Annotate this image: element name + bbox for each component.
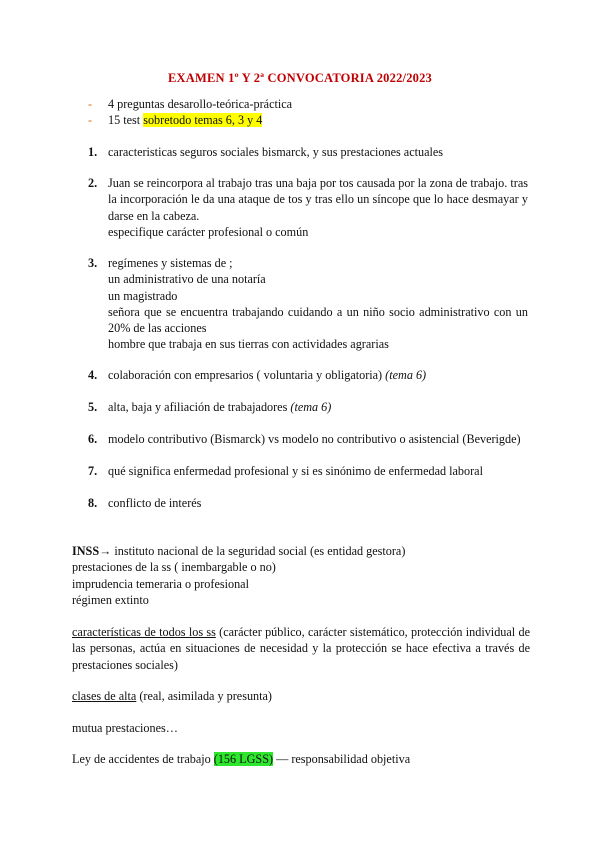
topic-reference: (tema 6) xyxy=(290,400,332,414)
question-number: 1. xyxy=(88,145,98,159)
question-1 xyxy=(88,144,528,160)
question-number: 6. xyxy=(88,432,98,446)
question-6 xyxy=(88,431,528,447)
question-text: qué significa enfermedad profesional y si es sinónimo de enfermedad laboral xyxy=(108,464,483,478)
bullet-dash: - xyxy=(88,97,93,111)
question-number: 5. xyxy=(88,400,98,414)
question-8 xyxy=(88,495,528,511)
bullet-item xyxy=(88,96,528,112)
question-subtext: hombre que trabaja en sus tierras con actividades agrarias xyxy=(108,337,389,352)
notes-block-2 xyxy=(72,624,530,673)
question-3 xyxy=(88,255,528,353)
note-text: — responsabilidad objetiva xyxy=(273,752,411,766)
bullet-item xyxy=(88,112,528,128)
question-text: regímenes y sistemas de ; xyxy=(108,256,233,270)
question-subtext: un administrativo de una notaría xyxy=(108,272,266,287)
topic-reference: (tema 6) xyxy=(385,368,427,382)
note-text: (carácter público, carácter sistemático, protección individual de las personas, actúa en situaciones de necesidad y la protección se hace efectiva a través de prestaciones sociales) xyxy=(72,625,530,672)
note-text: (real, asimilada y presunta) xyxy=(136,689,272,703)
highlighted-topics: sobretodo temas 6, 3 y 4 xyxy=(143,113,263,127)
note-text: instituto nacional de la seguridad social (es entidad gestora) xyxy=(111,544,406,558)
notes-block-1 xyxy=(72,543,530,608)
characteristics-label: características de todos los ss xyxy=(72,625,216,639)
question-subtext: señora que se encuentra trabajando cuidando a un niño socio administrativo con un 20% de las acciones xyxy=(108,304,528,336)
question-text: alta, baja y afiliación de trabajadores xyxy=(108,400,291,414)
exam-title: EXAMEN 1º Y 2ª CONVOCATORIA 2022/2023 xyxy=(168,71,432,85)
notes-block-4 xyxy=(72,720,530,736)
question-7 xyxy=(88,463,528,479)
bullet-dash: - xyxy=(88,113,93,127)
question-text: caracteristicas seguros sociales bismarck, y sus prestaciones actuales xyxy=(108,145,444,159)
question-2 xyxy=(88,175,528,240)
question-number: 4. xyxy=(88,368,98,382)
bullet-text: 4 preguntas desarollo-teórica-práctica xyxy=(108,97,293,111)
arrow-icon: → xyxy=(99,544,112,558)
exam-format-list xyxy=(88,96,528,128)
question-text: conflicto de interés xyxy=(108,496,202,510)
bullet-text xyxy=(108,112,262,128)
note-text: mutua prestaciones… xyxy=(72,721,178,735)
notes-block-5 xyxy=(72,751,530,767)
notes-block-3 xyxy=(72,688,530,704)
question-4 xyxy=(88,367,528,383)
question-5 xyxy=(88,399,528,415)
note-text: Ley de accidentes de trabajo xyxy=(72,752,214,766)
note-line: imprudencia temeraria o profesional xyxy=(72,576,249,591)
note-line xyxy=(72,543,530,559)
question-number: 3. xyxy=(88,256,98,270)
highlighted-article: (156 LGSS) xyxy=(213,752,274,766)
question-number: 8. xyxy=(88,496,98,510)
note-line: régimen extinto xyxy=(72,592,149,607)
alta-label: clases de alta xyxy=(72,689,137,703)
question-number: 2. xyxy=(88,176,98,190)
question-number: 7. xyxy=(88,464,98,478)
inss-label: INSS xyxy=(72,544,100,558)
bullet-text-plain: 15 test xyxy=(108,113,144,127)
question-text: Juan se reincorpora al trabajo tras una baja por tos causada por la zona de trabajo. tras la incorporación le da una ataque de tos y tras ello un síncope que lo hace desmayar y darse en la cabeza. xyxy=(108,176,528,223)
question-text: modelo contributivo (Bismarck) vs modelo no contributivo o asistencial (Beverigde) xyxy=(108,432,521,446)
question-subtext: un magistrado xyxy=(108,288,178,303)
note-line: prestaciones de la ss ( inembargable o no) xyxy=(72,560,276,575)
question-subtext: especifique carácter profesional o común xyxy=(108,224,309,239)
question-text: colaboración con empresarios ( voluntaria y obligatoria) xyxy=(108,368,386,382)
